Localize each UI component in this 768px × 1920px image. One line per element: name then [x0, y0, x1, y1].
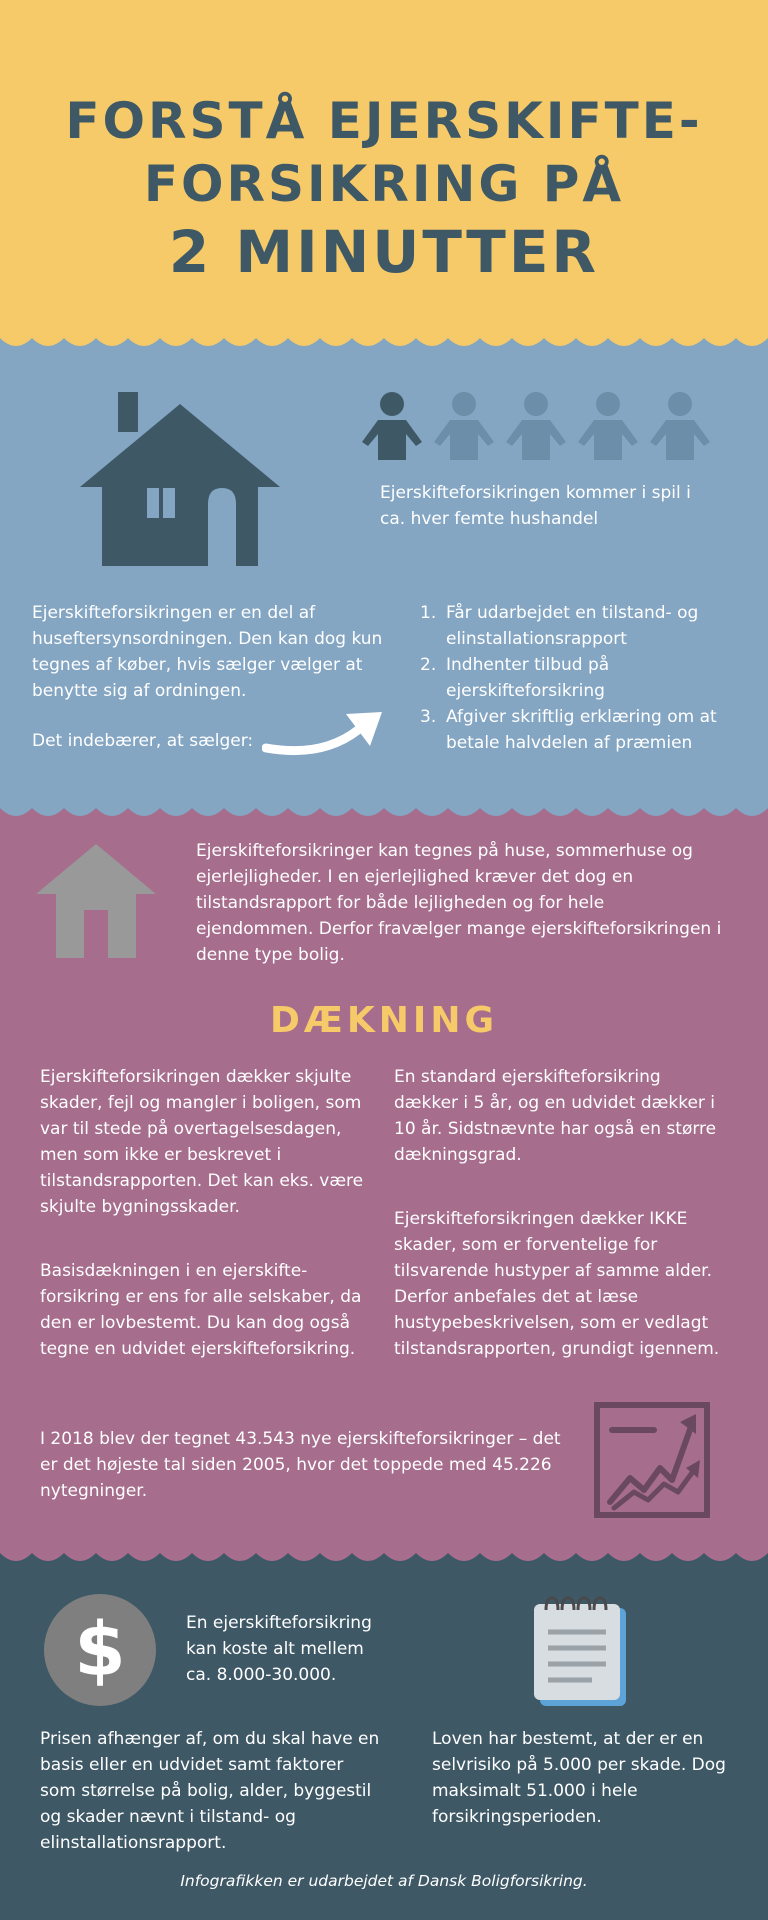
deductible-law-text: Loven har bestemt, at der er en selvrisiko på 5.000 per skade. Dog maksimalt 51.000 i hele forsikringsperioden.	[432, 1729, 726, 1827]
coverage-left-2: Basisdækningen i en ejerskifte-forsikring er ens for alle selskaber, da den er lovbestemt. Du kan dog også tegne en udvidet ejerskifteforsikring.	[40, 1261, 362, 1359]
implies-text: Det indebærer, at sælger:	[32, 731, 254, 751]
coverage-right-1: En standard ejerskifteforsikring dækker i 5 år, og en udvidet dækker i 10 år. Sidstnævnte har også en større dækningsgrad.	[394, 1067, 717, 1165]
intro-text: Ejerskifteforsikringen er en del af huseftersynsordningen. Den kan dog kun tegnes af køber, hvis sælger vælger at benytte sig af ordningen.	[32, 603, 383, 701]
property-types-text: Ejerskifteforsikringer kan tegnes på huse, sommerhuse og ejerlejligheder. I en ejerlejlighed kræver det dog en tilstandsrapport for både lejligheden og for hele ejendommen. Derfor fravælger mange ejerskifteforsikringen i denne type bolig.	[196, 841, 722, 965]
statistics-text: I 2018 blev der tegnet 43.543 nye ejerskifteforsikringer – det er det højeste tal siden 2005, hvor det toppede med 45.226 nytegninger.	[40, 1429, 561, 1501]
seller-steps-list	[420, 600, 740, 756]
person-icon	[576, 390, 640, 460]
title-section	[0, 0, 768, 330]
dollar-icon: $	[44, 1594, 156, 1706]
scallop-divider	[0, 330, 768, 360]
footer-credit: Infografikken er udarbejdet af Dansk Boligforsikring.	[180, 1872, 588, 1890]
person-icon	[504, 390, 568, 460]
title-line-1: FORSTÅ EJERSKIFTE-	[65, 92, 703, 150]
list-item: 1. Får udarbejdet en tilstand- og elinstallationsrapport	[420, 603, 699, 649]
coverage-right-2: Ejerskifteforsikringen dækker IKKE skader, som er forventelige for tilsvarende hustyper af samme alder. Derfor anbefales det at læse hustypebeskrivelsen, som er vedlagt tilstandsrapporten, grundigt igennem.	[394, 1209, 720, 1359]
person-icon	[432, 390, 496, 460]
small-house-icon	[36, 840, 156, 960]
coverage-left-1: Ejerskifteforsikringen dækker skjulte skader, fejl og mangler i boligen, som var til stede på overtagelsesdagen, men som ikke er beskrevet i tilstandsrapporten. Det kan eks. være skjulte bygningsskader.	[40, 1067, 364, 1217]
house-icon	[80, 392, 280, 566]
household-stat-text: Ejerskifteforsikringen kommer i spil i ca. hver femte hushandel	[380, 483, 691, 529]
price-factors-text: Prisen afhænger af, om du skal have en basis eller en udvidet samt faktorer som størrelse på bolig, alder, byggestil og skader nævnt i tilstand- og elinstallationsrapport.	[40, 1729, 380, 1853]
person-icon	[360, 390, 424, 460]
notepad-icon	[530, 1594, 626, 1706]
title-line-2: FORSIKRING PÅ	[143, 155, 625, 213]
scallop-divider	[0, 800, 768, 830]
scallop-divider	[0, 1545, 768, 1575]
price-range-text: En ejerskifteforsikring kan koste alt mellem ca. 8.000-30.000.	[186, 1613, 372, 1685]
chart-icon	[594, 1402, 710, 1518]
person-icon	[648, 390, 712, 460]
title-line-3: 2 MINUTTER	[168, 218, 600, 286]
coverage-heading: DÆKNING	[269, 1000, 499, 1041]
people-row	[360, 390, 720, 460]
arrow-icon	[262, 704, 386, 768]
list-item: 3. Afgiver skriftlig erklæring om at betale halvdelen af præmien	[420, 707, 717, 753]
list-item: 2. Indhenter tilbud på ejerskifteforsikring	[420, 655, 610, 701]
